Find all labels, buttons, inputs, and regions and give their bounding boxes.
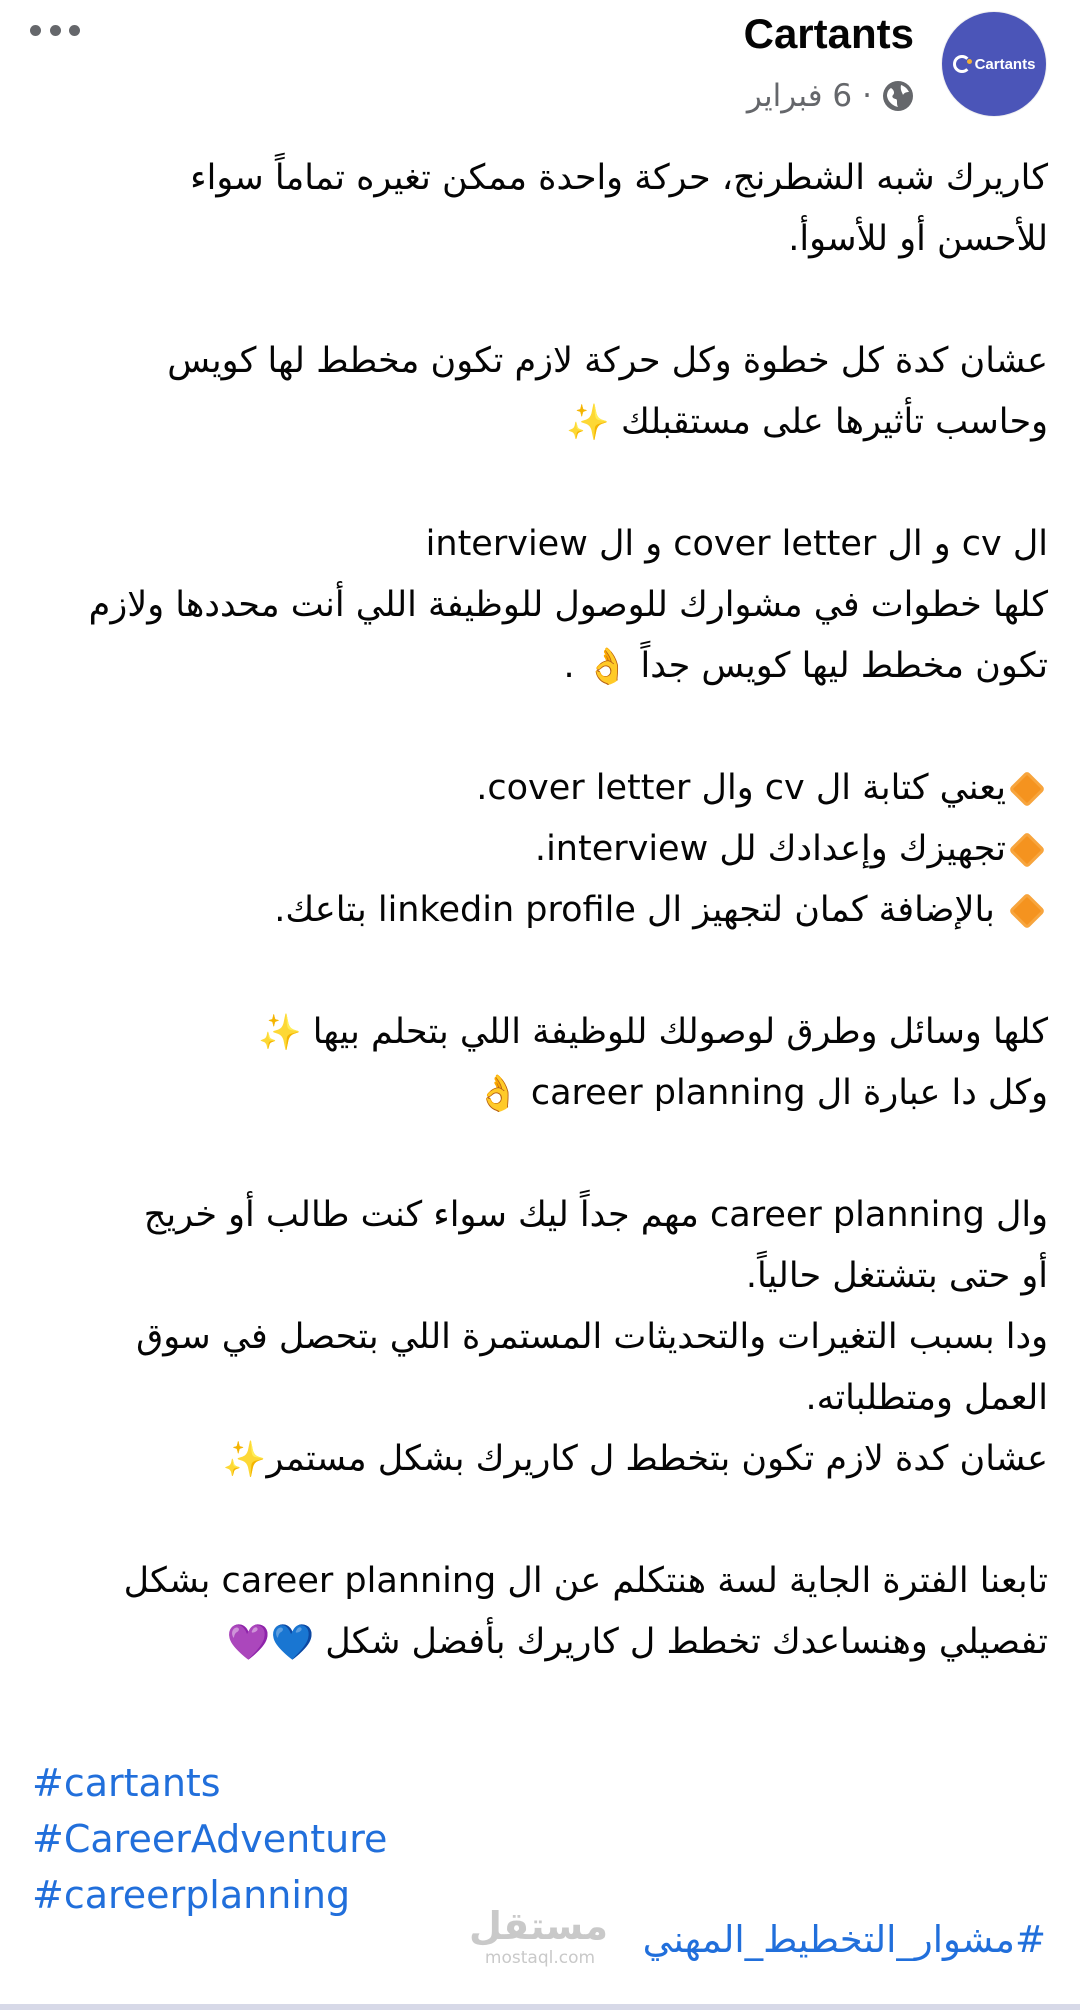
post-line [30,1002,1048,1063]
cartants-logo-icon [953,55,971,73]
post-line [30,1429,1048,1490]
post-line-text: وحاسب تأثيرها على مستقبلك [621,402,1048,442]
post-line: عشان كدة كل خطوة وكل حركة لازم تكون مخطط لها كويس [167,341,1048,381]
sparkles-icon: ✨ [222,1439,267,1480]
globe-icon[interactable] [882,80,914,112]
post-line: كلها خطوات في مشوارك للوصول للوظيفة اللي أنت محددها ولازم [88,585,1048,625]
list-item [30,819,1048,880]
avatar[interactable] [942,12,1046,116]
post-line [30,392,1048,453]
sparkles-icon: ✨ [258,1012,302,1053]
post-line [30,1063,1048,1124]
bottom-divider [0,2004,1080,2010]
post-line: كاريرك شبه الشطرنج، حركة واحدة ممكن تغيره تماماً سواء [190,158,1048,198]
post-line: وال career planning مهم جداً ليك سواء كنت طالب أو خريج [143,1195,1048,1235]
more-horizontal-icon[interactable] [30,18,80,42]
post-line-text: وكل دا عبارة ال career planning [530,1073,1048,1113]
post-line-text: تفصيلي وهنساعدك تخطط ل كاريرك بأفضل شكل [325,1622,1048,1662]
list-item [30,758,1048,819]
hashtag-link[interactable]: #careerplanning [32,1873,351,1917]
watermark-arabic: مستقل [469,1904,608,1948]
ok-hand-icon: 👌 [585,646,630,687]
post-meta [747,76,914,116]
hashtag-list [32,1755,387,1923]
post-line: ودا بسبب التغيرات والتحديثات المستمرة اللي بتحصل في سوق [136,1317,1048,1357]
list-item-text: بالإضافة كمان لتجهيز ال linkedin profile بتاعك. [274,890,995,930]
post-line-text: كلها وسائل وطرق لوصولك للوظيفة اللي بتحلم بيها [312,1012,1048,1052]
post-line-end: . [563,646,575,686]
post-header [0,0,1080,140]
hashtag-link[interactable]: #cartants [32,1761,221,1805]
sparkles-icon: ✨ [566,402,610,443]
watermark-latin: mostaql.com [484,1948,596,1968]
post-line [30,1612,1048,1673]
avatar-text: Cartants [974,55,1036,73]
ok-hand-icon: 👌 [476,1073,520,1114]
post-line: تابعنا الفترة الجاية لسة هنتكلم عن ال career planning بشكل [123,1561,1048,1601]
orange-diamond-icon [1009,893,1046,930]
orange-diamond-icon [1009,771,1046,808]
post-line: أو حتى بتشتغل حالياً. [745,1256,1048,1296]
hashtag-link-arabic[interactable]: #مشوار_التخطيط_المهني [642,1918,1046,1961]
post-line-text: عشان كدة لازم تكون بتخطط ل كاريرك بشكل مستمر [266,1439,1048,1479]
post-line: العمل ومتطلباته. [805,1378,1048,1418]
mostaql-watermark [469,1904,608,1976]
post-date[interactable]: 6 فبراير [746,78,853,114]
post-text [30,148,1048,1673]
post-line: للأحسن أو للأسوأ. [788,219,1048,259]
orange-diamond-icon [1009,832,1046,869]
list-item-text: تجهيزك وإعدادك لل interview. [534,829,1006,869]
post-line-text: تكون مخطط ليها كويس جداً [640,646,1048,686]
meta-separator: · [862,78,872,114]
post-line: ال cv و ال cover letter و ال interview [425,524,1048,564]
page-name[interactable]: Cartants [743,10,914,57]
list-item-text: يعني كتابة ال cv وال cover letter. [476,768,1006,808]
post-line [30,636,1048,697]
list-item [30,880,1048,941]
hashtag-link[interactable]: #CareerAdventure [32,1817,388,1861]
blue-heart-icon: 💙 [270,1622,315,1663]
purple-heart-icon: 💜 [226,1622,271,1663]
